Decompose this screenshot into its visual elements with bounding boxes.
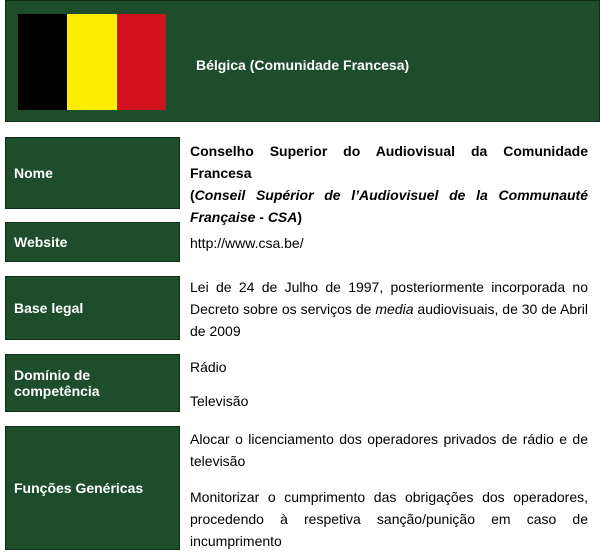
flag-stripe-black [18, 14, 67, 110]
website-link[interactable]: http://www.csa.be/ [190, 235, 304, 251]
funcao-item: Monitorizar o cumprimento das obrigações dos operadores, procedendo à respetiva sanção/punição em caso de incumprimento [190, 489, 588, 549]
value-dominio [190, 356, 588, 412]
value-base-legal: Lei de 24 de Julho de 1997, posteriormente incorporada no Decreto sobre os serviços de media audiovisuais, de 30 de Abril de 2009 [190, 279, 588, 339]
dominio-item: Rádio [190, 359, 227, 375]
dominio-item: Televisão [190, 393, 249, 409]
belgium-flag [18, 14, 166, 110]
label-funcoes: Funções Genéricas [5, 426, 180, 550]
label-dominio: Domínio de competência [5, 354, 180, 412]
value-funcoes [190, 428, 588, 552]
label-website: Website [5, 222, 180, 262]
flag-stripe-yellow [67, 14, 116, 110]
value-website[interactable] [190, 232, 588, 254]
nome-french: (Conseil Supérior de l’Audiovisuel de la Communauté Française - CSA) [190, 187, 588, 225]
value-nome [190, 140, 588, 228]
country-title: Bélgica (Comunidade Francesa) [196, 57, 410, 73]
country-header [5, 0, 600, 122]
flag-stripe-red [117, 14, 166, 110]
label-base-legal: Base legal [5, 276, 180, 340]
funcao-item: Alocar o licenciamento dos operadores privados de rádio e de televisão [190, 431, 588, 469]
label-nome: Nome [5, 137, 180, 209]
nome-portuguese: Conselho Superior do Audiovisual da Comunidade Francesa [190, 143, 588, 181]
